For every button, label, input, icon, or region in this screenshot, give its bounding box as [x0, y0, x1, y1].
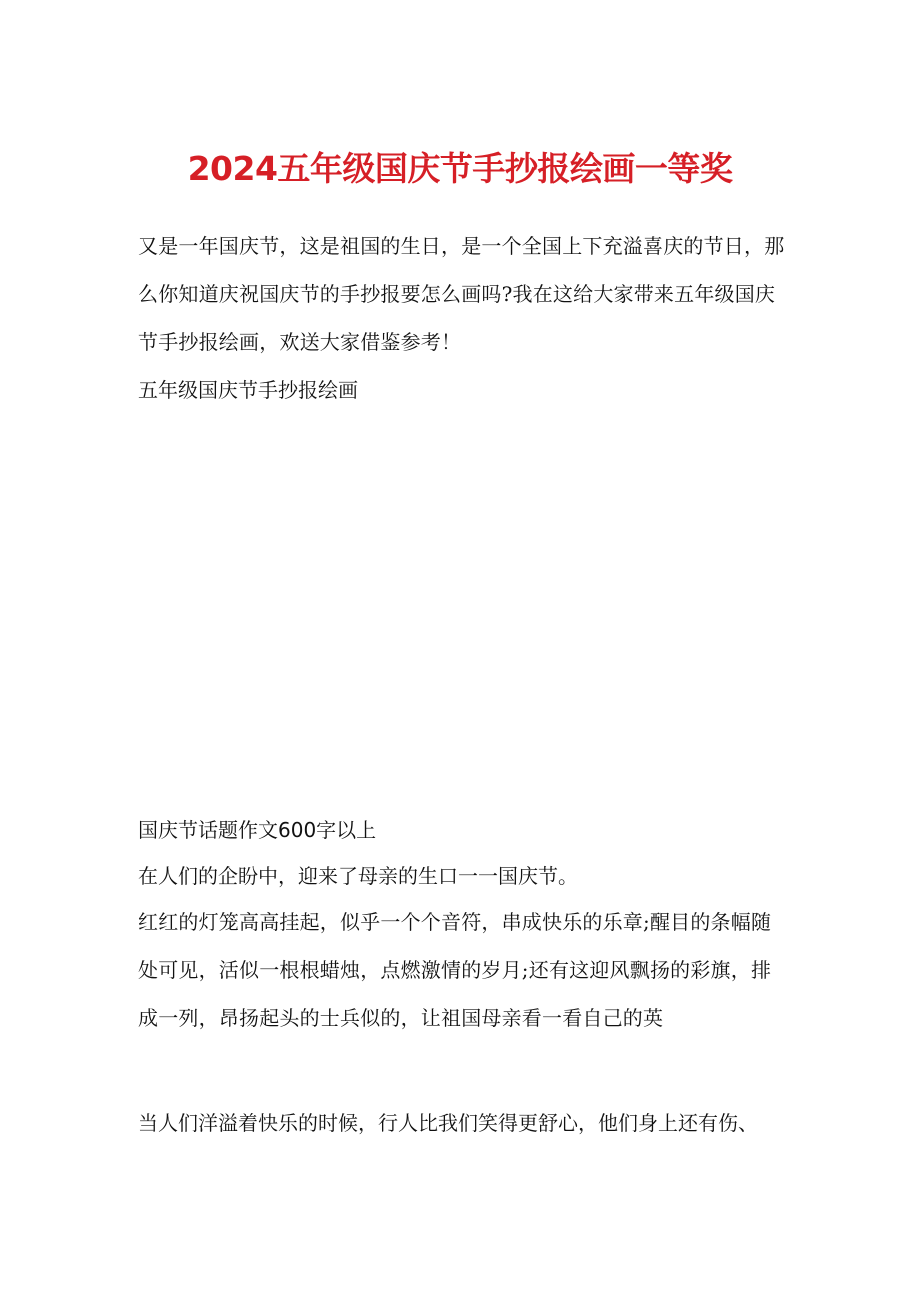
section-title: 五年级国庆节手抄报绘画 — [138, 378, 358, 402]
essay-heading: 国庆节话题作文600字以上 — [138, 818, 377, 842]
essay-paragraph-2: 红红的灯笼高高挂起，似乎一个个音符，串成快乐的乐章;醒目的条幅随处可见，活似一根根蜡烛，点燃激情的岁月;还有这迎风飘扬的彩旗，排成一列，昂扬起头的士兵似的，让祖国母亲看一看自己的英 — [138, 910, 772, 1030]
intro-paragraph: 又是一年国庆节，这是祖国的生日，是一个全国上下充溢喜庆的节日，那么你知道庆祝国庆节的手抄报要怎么画吗?我在这给大家带来五年级国庆节手抄报绘画，欢送大家借鉴参考！ — [138, 234, 785, 354]
essay-paragraph-3: 当人们洋溢着快乐的时候，行人比我们笑得更舒心，他们身上还有伤、 — [138, 1111, 758, 1135]
essay-first-line: 在人们的企盼中，迎来了母亲的生口一一国庆节。 — [138, 864, 578, 888]
document-title: 2024五年级国庆节手抄报绘画一等奖 — [187, 149, 733, 188]
blank-image-area — [138, 420, 788, 790]
